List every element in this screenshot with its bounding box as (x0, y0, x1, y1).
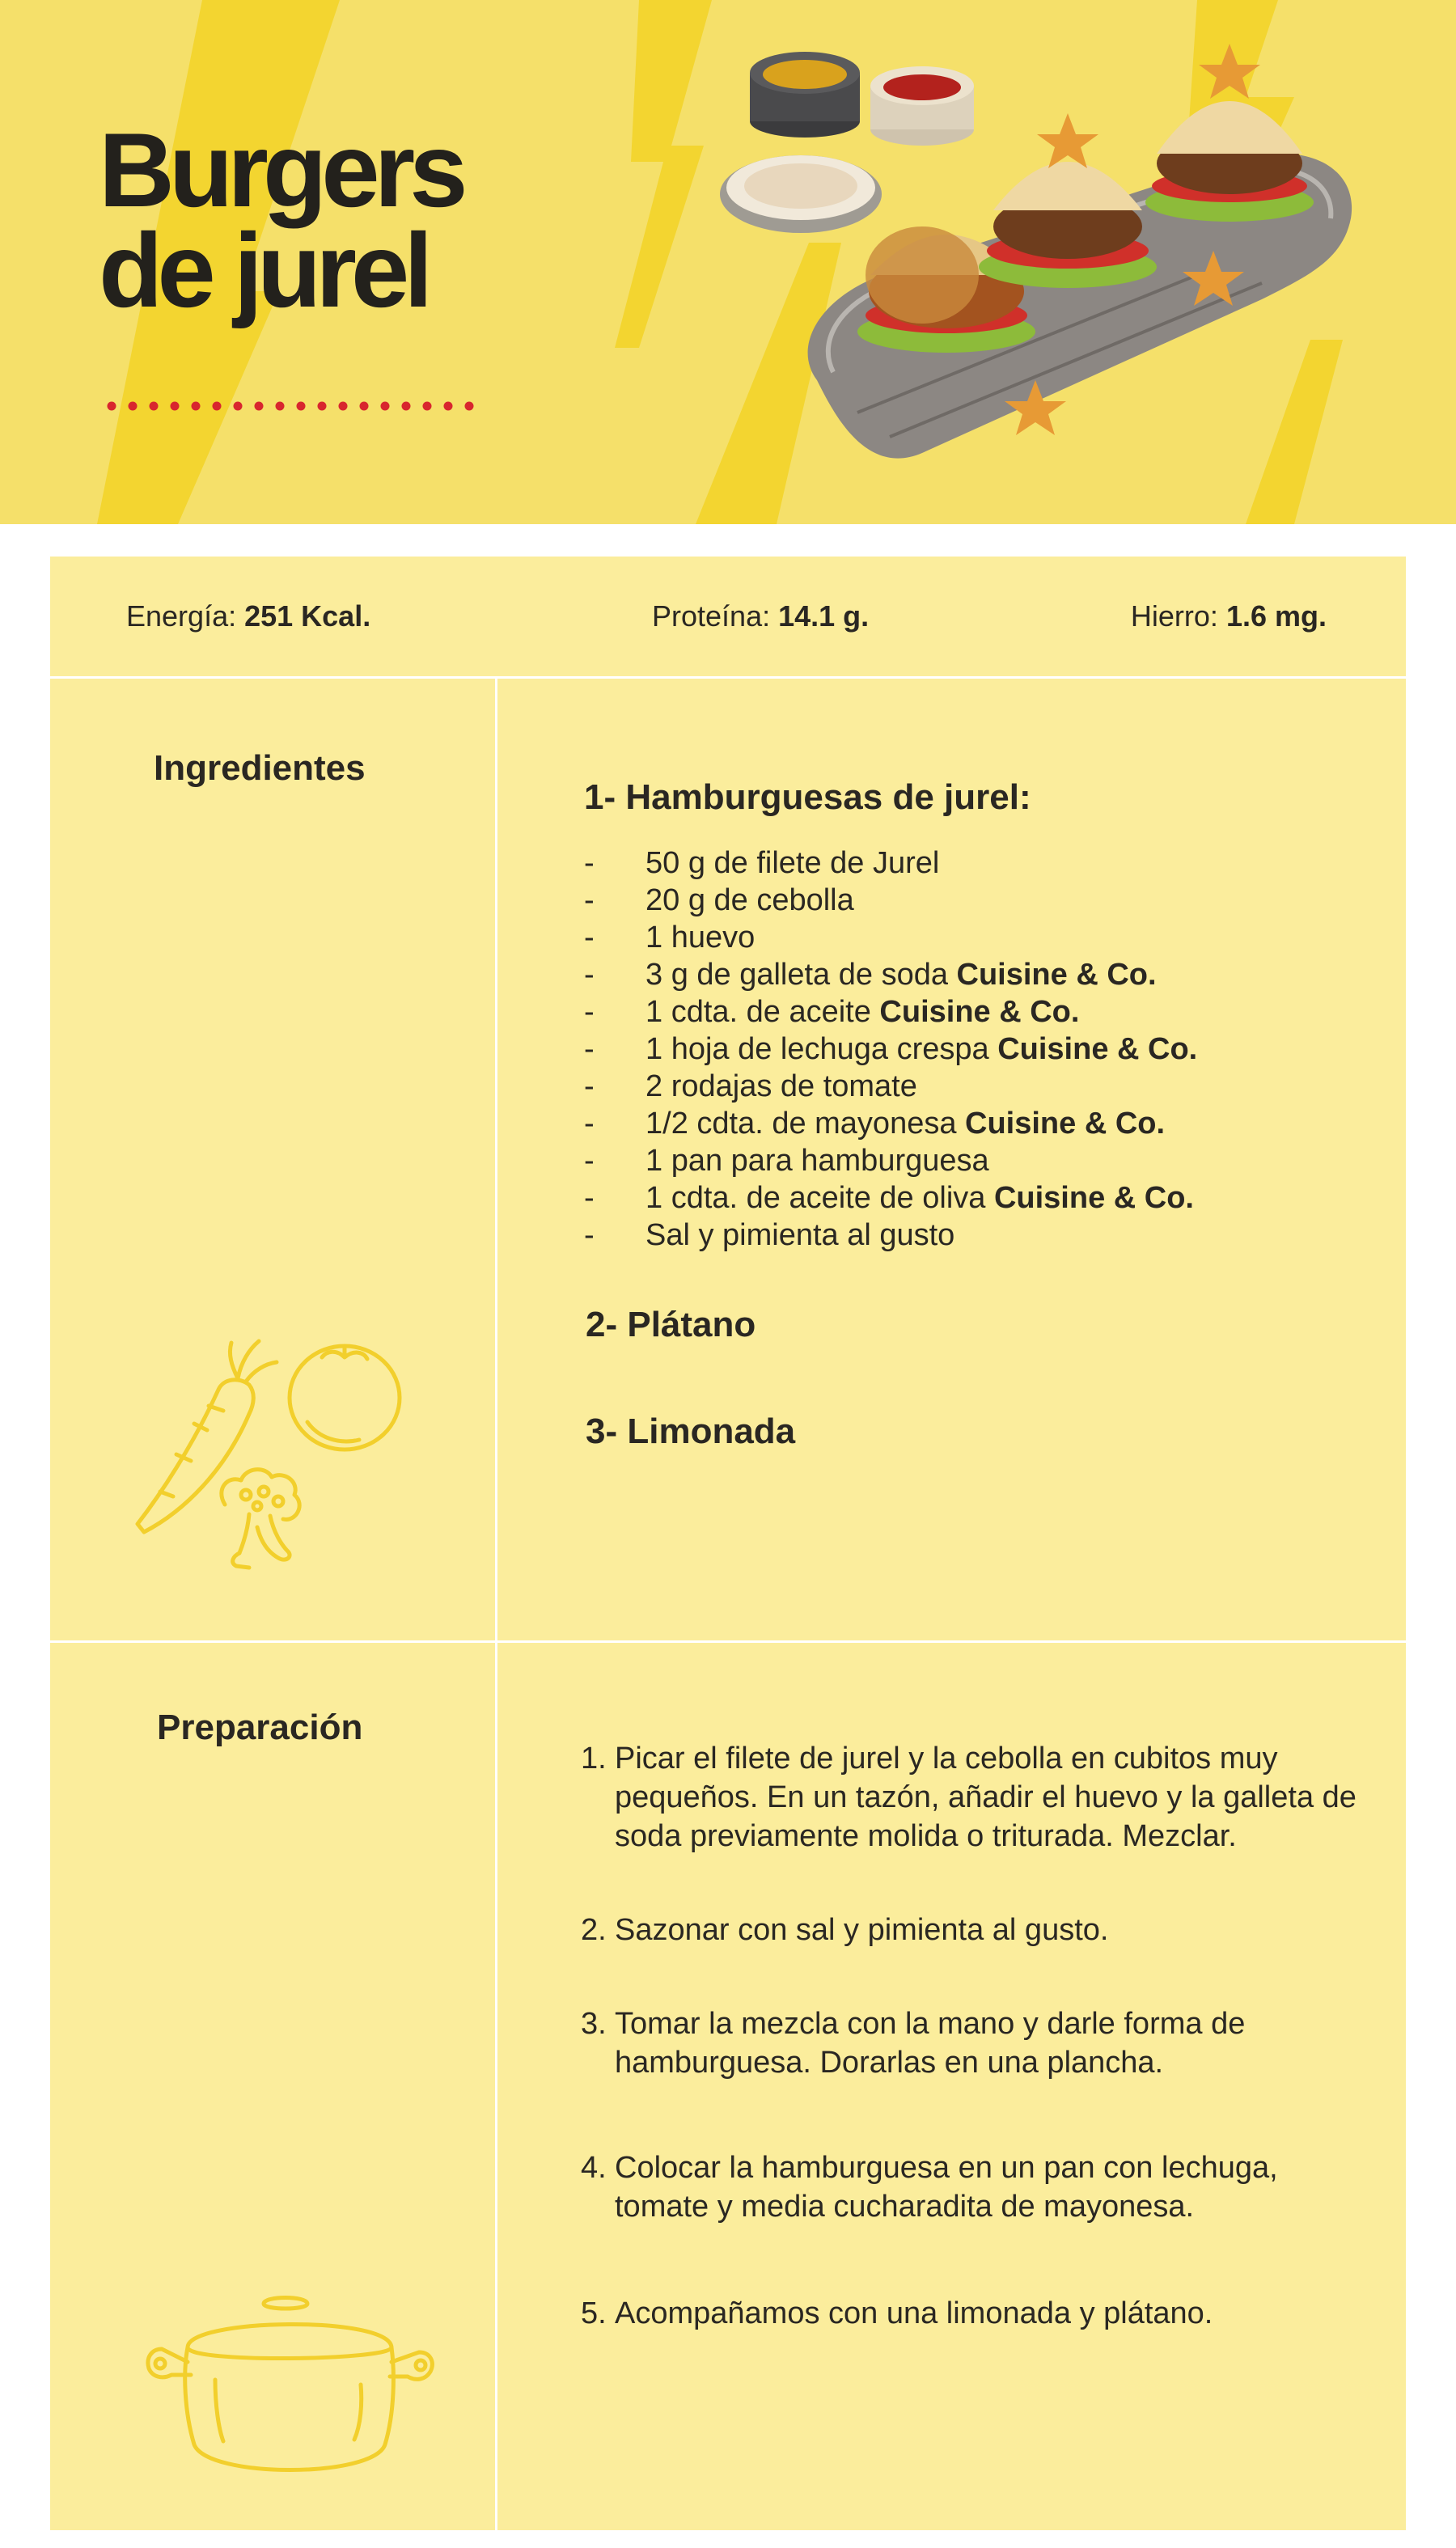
step-3 (581, 2004, 1373, 2082)
list-dash: - (584, 995, 595, 1029)
list-dash: - (584, 1107, 595, 1141)
step-text: Colocar la hamburguesa en un pan con lechuga, tomate y media cucharadita de mayonesa. (615, 2151, 1278, 2224)
list-dash: - (584, 1069, 595, 1103)
ingredients-group-3-title: 3- Limonada (586, 1412, 796, 1451)
ingredient-text: 20 g de cebolla (645, 883, 854, 917)
list-dash: - (584, 958, 595, 992)
ingredient-text: 1 huevo (645, 921, 756, 954)
ketchup-cup (870, 66, 974, 146)
ingredient-brand: Cuisine & Co. (993, 1181, 1194, 1215)
ingredient-item (584, 1142, 1361, 1179)
dotted-divider (105, 398, 477, 414)
burger-2 (979, 113, 1157, 288)
ingredients-list (584, 844, 1361, 1254)
ingredient-item (584, 1105, 1361, 1142)
protein-label: Proteína: (652, 599, 779, 633)
vegetables-icon (128, 1333, 419, 1576)
list-dash: - (584, 1181, 595, 1215)
section-divider (50, 1640, 1406, 1643)
column-divider (495, 676, 497, 2530)
burgers-photo (696, 32, 1359, 485)
ingredient-text: 1/2 cdta. de mayonesa (645, 1107, 966, 1141)
ingredient-text: 1 hoja de lechuga crespa (645, 1032, 998, 1066)
recipe-card (50, 557, 1406, 2530)
list-dash: - (584, 1144, 595, 1178)
ingredient-brand: Cuisine & Co. (997, 1032, 1198, 1066)
energy-label: Energía: (126, 599, 245, 633)
list-dash: - (584, 921, 595, 954)
step-text: Picar el filete de jurel y la cebolla en cubitos muy pequeños. En un tazón, añadir el huevo y la galleta de soda previamente molida o triturada. Mezclar. (615, 1742, 1357, 1853)
title-line-2: de jurel (99, 211, 428, 329)
ingredient-item (584, 1031, 1361, 1068)
ingredient-item (584, 956, 1361, 993)
iron-label: Hierro: (1130, 599, 1226, 633)
step-number: 4. (581, 2151, 607, 2185)
step-4 (581, 2148, 1373, 2226)
step-number: 2. (581, 1913, 607, 1947)
ingredient-item (584, 1068, 1361, 1105)
nutrition-iron (1131, 599, 1327, 634)
ingredients-group-2-title: 2- Plátano (586, 1305, 756, 1344)
ingredients-group-1-title: 1- Hamburguesas de jurel: (584, 777, 1031, 817)
energy-value: 251 Kcal. (244, 599, 371, 633)
ingredient-item (584, 882, 1361, 919)
page-title (99, 111, 463, 329)
nutrition-row (50, 557, 1406, 679)
ingredient-text: 2 rodajas de tomate (645, 1069, 917, 1103)
list-dash: - (584, 1032, 595, 1066)
ingredients-group-burgers (584, 777, 1361, 1254)
ingredient-brand: Cuisine & Co. (956, 958, 1157, 992)
ingredient-item (584, 1179, 1361, 1217)
ingredient-item (584, 993, 1361, 1031)
ingredient-brand: Cuisine & Co. (965, 1107, 1166, 1141)
mayo-bowl (720, 155, 882, 233)
pot-icon (134, 2291, 458, 2485)
ingredient-text: 50 g de filete de Jurel (645, 846, 940, 880)
step-5 (581, 2294, 1373, 2333)
title-line-1: Burgers (99, 111, 463, 229)
step-number: 1. (581, 1742, 607, 1776)
ingredient-text: 1 cdta. de aceite de oliva (645, 1181, 994, 1215)
iron-value: 1.6 mg. (1225, 599, 1327, 633)
step-2 (581, 1911, 1373, 1949)
list-dash: - (584, 846, 595, 880)
ingredient-text: 3 g de galleta de soda (645, 958, 957, 992)
mustard-cup (750, 52, 860, 138)
ingredient-brand: Cuisine & Co. (879, 995, 1080, 1029)
burger-3 (1145, 44, 1314, 222)
step-number: 3. (581, 2007, 607, 2041)
list-dash: - (584, 1218, 595, 1252)
ingredient-item (584, 1217, 1361, 1254)
step-text: Acompañamos con una limonada y plátano. (615, 2296, 1213, 2330)
step-1 (581, 1739, 1373, 1856)
step-text: Tomar la mezcla con la mano y darle forma de hamburguesa. Dorarlas en una plancha. (615, 2007, 1246, 2080)
hero-banner (0, 0, 1456, 524)
nutrition-protein (652, 599, 869, 634)
ingredient-item (584, 844, 1361, 882)
ingredient-text: 1 cdta. de aceite (645, 995, 880, 1029)
step-text: Sazonar con sal y pimienta al gusto. (615, 1913, 1109, 1947)
ingredients-title: Ingredientes (154, 748, 366, 788)
nutrition-energy (126, 599, 370, 634)
step-number: 5. (581, 2296, 607, 2330)
ingredient-item (584, 919, 1361, 956)
protein-value: 14.1 g. (778, 599, 870, 633)
preparation-title: Preparación (157, 1708, 363, 1747)
ingredient-text: 1 pan para hamburguesa (645, 1144, 989, 1178)
ingredient-text: Sal y pimienta al gusto (645, 1218, 955, 1252)
list-dash: - (584, 883, 595, 917)
